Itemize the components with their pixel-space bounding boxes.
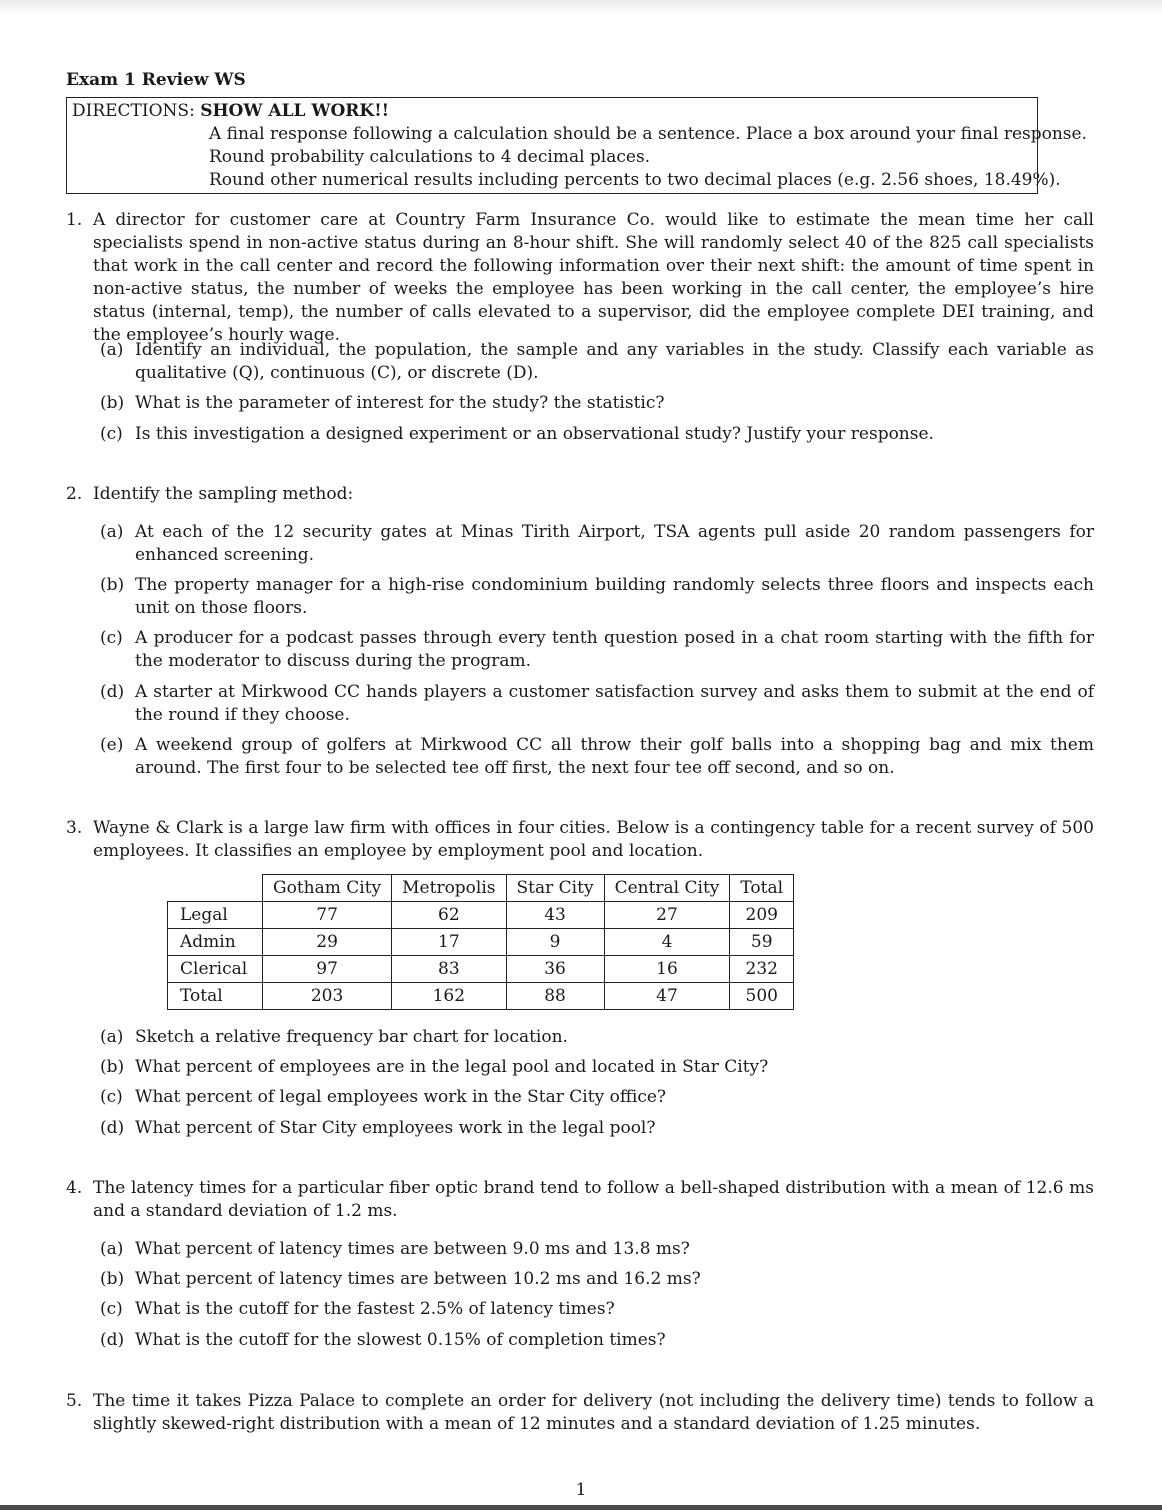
directions-emphasis: SHOW ALL WORK!!: [200, 101, 390, 121]
part-text: What percent of legal employees work in the Star City office?: [135, 1087, 667, 1107]
question-3: [66, 817, 1094, 863]
part-label: (e): [100, 735, 124, 755]
table-cell: 4: [604, 929, 730, 956]
part-text: What percent of Star City employees work in the legal pool?: [135, 1118, 656, 1138]
part-label: (c): [100, 424, 123, 444]
question-text: The time it takes Pizza Palace to complete an order for delivery (not including the delivery time) tends to follow a slightly skewed-right distribution with a mean of 12 minutes and a standard deviation of 1.25 minutes.: [93, 1391, 1094, 1434]
part-label: (b): [100, 1057, 125, 1077]
table-cell: 162: [392, 983, 506, 1010]
table-header-row: [168, 875, 794, 902]
part-label: (b): [100, 393, 125, 413]
table-cell: 209: [730, 902, 794, 929]
directions-line: A final response following a calculation should be a sentence. Place a box around your final response.: [209, 124, 1087, 144]
part-label: (a): [100, 340, 124, 360]
part-label: (a): [100, 1027, 124, 1047]
table-cell: 77: [263, 902, 392, 929]
part-label: (c): [100, 628, 123, 648]
question-1-part-c: [100, 423, 1094, 446]
question-2-part-b: [100, 574, 1094, 620]
directions-line: Round probability calculations to 4 decimal places.: [209, 147, 651, 167]
table-cell: 16: [604, 956, 730, 983]
table-cell: 97: [263, 956, 392, 983]
table-row: [168, 929, 794, 956]
part-text: A starter at Mirkwood CC hands players a customer satisfaction survey and asks them to submit at the end of the round if they choose.: [135, 682, 1094, 725]
question-text: Identify the sampling method:: [93, 484, 354, 504]
table-cell: 88: [506, 983, 604, 1010]
directions-header: [72, 100, 1032, 123]
question-number: 3.: [66, 818, 83, 838]
directions-box: [66, 97, 1087, 194]
question-4-part-c: [100, 1298, 1094, 1321]
row-header: Legal: [168, 902, 263, 929]
question-text: Wayne & Clark is a large law firm with offices in four cities. Below is a contingency table for a recent survey of 500 employees. It classifies an employee by employment pool and location.: [93, 818, 1094, 861]
table-cell: 47: [604, 983, 730, 1010]
table-row: [168, 983, 794, 1010]
table-cell: 43: [506, 902, 604, 929]
question-number: 5.: [66, 1391, 83, 1411]
contingency-table: [167, 874, 794, 1010]
part-label: (c): [100, 1299, 123, 1319]
column-header: Gotham City: [263, 875, 392, 902]
part-text: What is the cutoff for the slowest 0.15% of completion times?: [135, 1330, 666, 1350]
row-header: Total: [168, 983, 263, 1010]
question-number: 2.: [66, 484, 83, 504]
question-4: [66, 1177, 1094, 1223]
table-cell: 232: [730, 956, 794, 983]
part-label: (a): [100, 1239, 124, 1259]
question-text: A director for customer care at Country Farm Insurance Co. would like to estimate the mean time her call specialists spend in non-active status during an 8-hour shift. She will randomly select 40 of the 825 call specialists that work in the call center and record the following information over their next shift: the amount of time spent in non-active status, the number of weeks the employee has been working in the call center, the employee’s hire status (internal, temp), the number of calls elevated to a supervisor, did the employee complete DEI training, and the employee’s hourly wage.: [93, 210, 1094, 345]
question-number: 4.: [66, 1178, 83, 1198]
table-corner-cell: [168, 875, 263, 902]
question-2-part-e: [100, 734, 1094, 780]
part-label: (b): [100, 1269, 125, 1289]
table-cell: 17: [392, 929, 506, 956]
question-3-part-a: [100, 1026, 1094, 1049]
page-number: 1: [575, 1480, 587, 1500]
question-2-part-c: [100, 627, 1094, 673]
table-row: [168, 956, 794, 983]
part-label: (a): [100, 522, 124, 542]
table-cell: 27: [604, 902, 730, 929]
part-label: (c): [100, 1087, 123, 1107]
table-cell: 500: [730, 983, 794, 1010]
table-cell: 59: [730, 929, 794, 956]
question-1-part-a: [100, 339, 1094, 385]
part-text: A producer for a podcast passes through every tenth question posed in a chat room starting with the fifth for the moderator to discuss during the program.: [135, 628, 1094, 671]
table-cell: 29: [263, 929, 392, 956]
part-label: (d): [100, 1330, 125, 1350]
question-1-part-b: [100, 392, 1094, 415]
row-header: Admin: [168, 929, 263, 956]
question-number: 1.: [66, 210, 83, 230]
question-5: [66, 1390, 1094, 1436]
column-header: Total: [730, 875, 794, 902]
page-title: Exam 1 Review WS: [66, 70, 246, 90]
question-3-part-c: [100, 1086, 1094, 1109]
question-4-part-b: [100, 1268, 1094, 1291]
row-header: Clerical: [168, 956, 263, 983]
table-cell: 36: [506, 956, 604, 983]
part-label: (d): [100, 682, 125, 702]
viewer-bottom-bar: [0, 1505, 1162, 1510]
column-header: Metropolis: [392, 875, 506, 902]
directions-line: Round other numerical results including percents to two decimal places (e.g. 2.56 shoes, 18.49%).: [209, 170, 1061, 190]
question-2: [66, 483, 1094, 506]
table-cell: 9: [506, 929, 604, 956]
question-2-part-d: [100, 681, 1094, 727]
table-row: [168, 902, 794, 929]
part-text: A weekend group of golfers at Mirkwood CC all throw their golf balls into a shopping bag and mix them around. The first four to be selected tee off first, the next four tee off second, and so on.: [135, 735, 1094, 778]
question-text: The latency times for a particular fiber optic brand tend to follow a bell-shaped distribution with a mean of 12.6 ms and a standard deviation of 1.2 ms.: [93, 1178, 1094, 1221]
part-text: Is this investigation a designed experiment or an observational study? Justify your response.: [135, 424, 934, 444]
table-cell: 83: [392, 956, 506, 983]
part-text: What is the parameter of interest for the study? the statistic?: [135, 393, 665, 413]
part-text: Identify an individual, the population, the sample and any variables in the study. Classify each variable as qualitative (Q), continuous (C), or discrete (D).: [135, 340, 1094, 383]
question-3-part-d: [100, 1117, 1094, 1140]
part-text: The property manager for a high-rise condominium building randomly selects three floors and inspects each unit on those floors.: [135, 575, 1094, 618]
column-header: Star City: [506, 875, 604, 902]
part-label: (d): [100, 1118, 125, 1138]
part-text: What percent of latency times are between 9.0 ms and 13.8 ms?: [135, 1239, 690, 1259]
part-text: At each of the 12 security gates at Minas Tirith Airport, TSA agents pull aside 20 random passengers for enhanced screening.: [135, 522, 1094, 565]
part-text: What percent of latency times are between 10.2 ms and 16.2 ms?: [135, 1269, 701, 1289]
part-text: Sketch a relative frequency bar chart for location.: [135, 1027, 568, 1047]
question-2-part-a: [100, 521, 1094, 567]
part-text: What percent of employees are in the legal pool and located in Star City?: [135, 1057, 769, 1077]
table-cell: 62: [392, 902, 506, 929]
directions-label: DIRECTIONS:: [72, 101, 195, 121]
question-3-part-b: [100, 1056, 1094, 1079]
part-text: What is the cutoff for the fastest 2.5% of latency times?: [135, 1299, 615, 1319]
table-cell: 203: [263, 983, 392, 1010]
column-header: Central City: [604, 875, 730, 902]
part-label: (b): [100, 575, 125, 595]
question-4-part-a: [100, 1238, 1094, 1261]
question-1: [66, 209, 1094, 347]
viewer-top-shadow: [0, 0, 1162, 14]
question-4-part-d: [100, 1329, 1094, 1352]
